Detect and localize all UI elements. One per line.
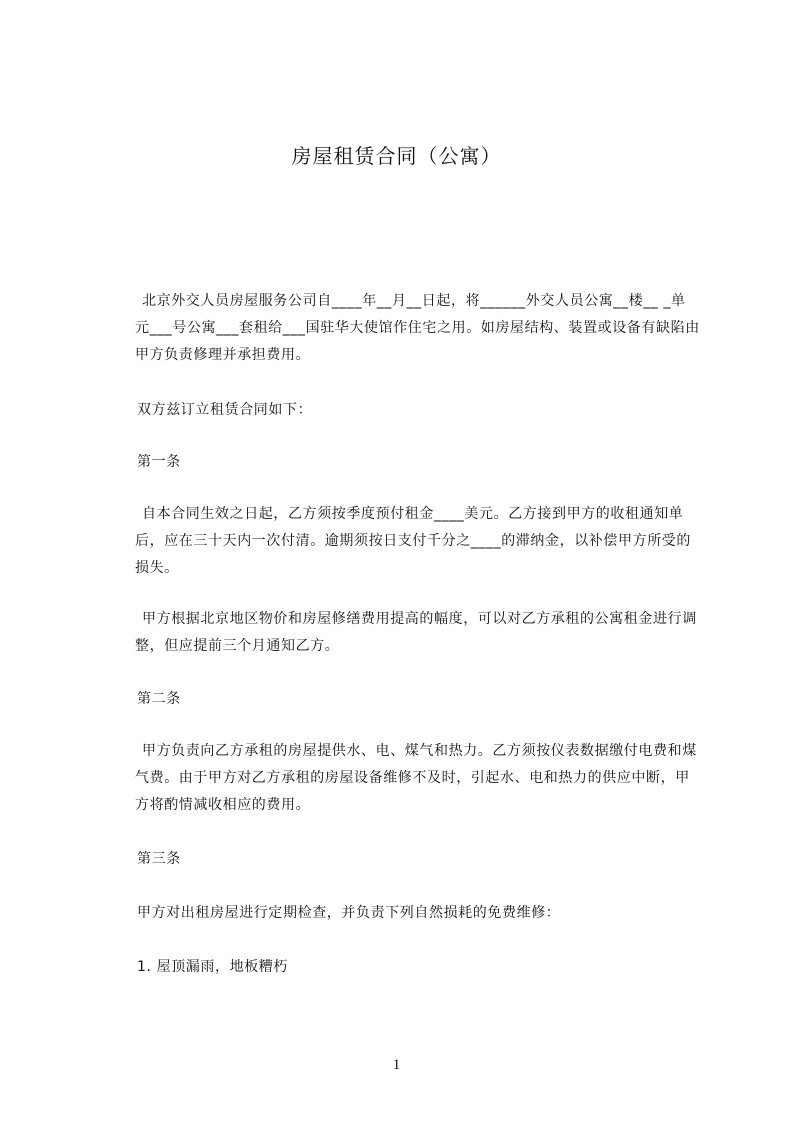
article-1-heading: 第一条 bbox=[137, 454, 181, 470]
article-3-heading: 第三条 bbox=[137, 851, 181, 867]
article-2-heading: 第二条 bbox=[137, 691, 181, 707]
article-1-paragraph-1: 自本合同生效之日起，乙方须按季度预付租金____美元。乙方接到甲方的收租通知单后，应在三十天内一次付清。逾期须按日支付千分之____的滞纳金，以补偿甲方所受的损失。 bbox=[135, 506, 691, 576]
article-3-list-item-1: 1. 屋顶漏雨，地板糟朽 bbox=[137, 959, 289, 975]
document-title: 房屋租赁合同（公寓） bbox=[291, 144, 502, 168]
article-2-paragraph-1: 甲方负责向乙方承租的房屋提供水、电、煤气和热力。乙方须按仪表数据缴付电费和煤气费。由于甲方对乙方承租的房屋设备维修不及时，引起水、电和热力的供应中断，甲方将酌情减收相应的费用。 bbox=[135, 743, 697, 813]
article-1-paragraph-2: 甲方根据北京地区物价和房屋修缮费用提高的幅度，可以对乙方承租的公寓租金进行调整，但应提前三个月通知乙方。 bbox=[135, 611, 697, 654]
agreement-statement: 双方兹订立租赁合同如下： bbox=[137, 402, 313, 418]
intro-paragraph: 北京外交人员房屋服务公司自____年__月__日起，将______外交人员公寓__楼__ _单元___号公寓___套租给___国驻华大使馆作住宅之用。如房屋结构、装置或设备有缺陷由甲方负责修理并承担费用。 bbox=[135, 293, 700, 363]
page-number: 1 bbox=[392, 1057, 401, 1073]
article-3-paragraph-1: 甲方对出租房屋进行定期检查，并负责下列自然损耗的免费维修： bbox=[137, 905, 561, 921]
